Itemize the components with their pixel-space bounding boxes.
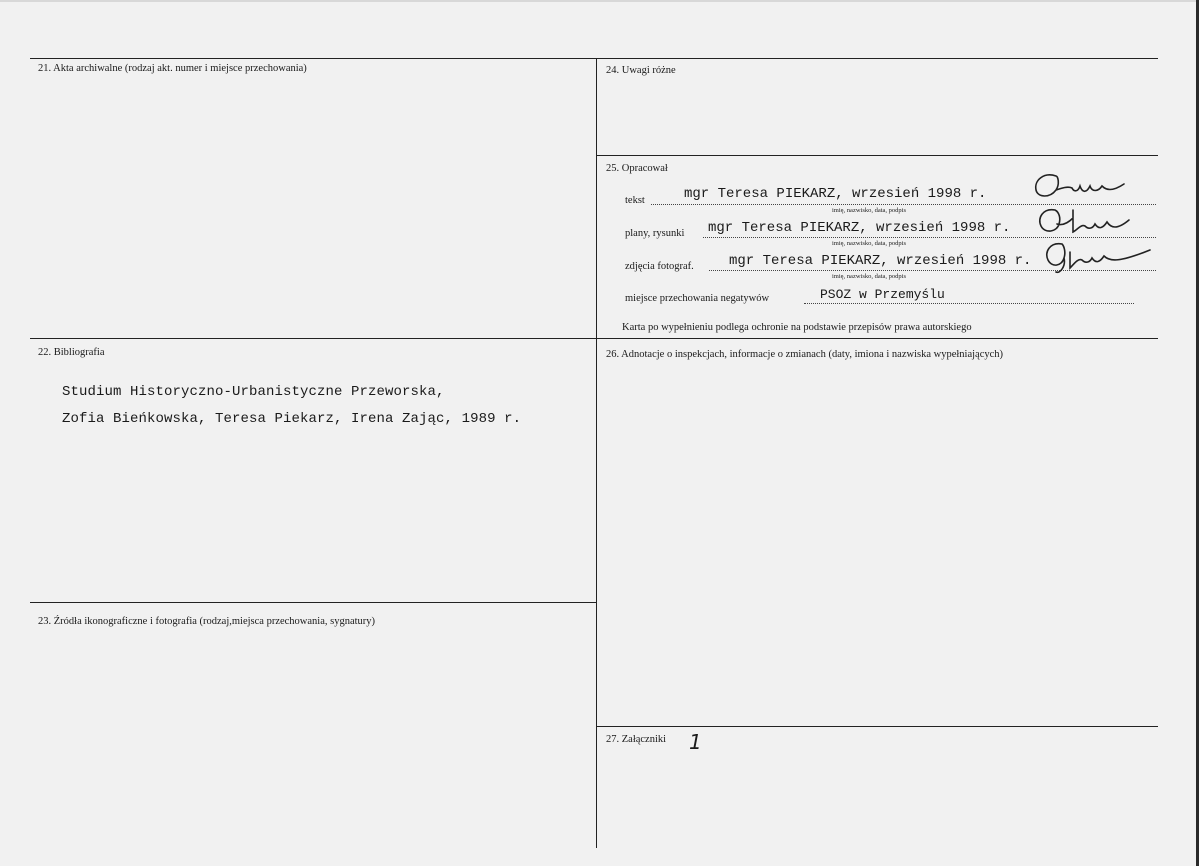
negatywy-label: miejsce przechowania negatywów [625, 293, 770, 304]
tekst-caption: imię, nazwisko, data, podpis [832, 207, 907, 214]
zdjecia-value: mgr Teresa PIEKARZ, wrzesień 1998 r. [729, 253, 1032, 269]
top-rule [30, 58, 1158, 59]
section-25-label: 25. Opracował [606, 163, 668, 174]
section-24-label: 24. Uwagi różne [606, 65, 676, 76]
rule-26-27 [597, 726, 1158, 727]
section-26-label: 26. Adnotacje o inspekcjach, informacje o zmianach (daty, imiona i nazwiska wypełniających) [606, 349, 1004, 360]
center-divider [596, 58, 597, 848]
middle-rule [30, 338, 1158, 339]
plany-value: mgr Teresa PIEKARZ, wrzesień 1998 r. [708, 220, 1011, 236]
rule-22-23 [30, 602, 596, 603]
plany-label: plany, rysunki [625, 228, 685, 239]
rule-24-25 [597, 155, 1158, 156]
bibliography-line-1: Studium Historyczno-Urbanistyczne Przeworska, [62, 384, 445, 400]
zdjecia-label: zdjęcia fotograf. [625, 261, 694, 272]
bibliography-line-2: Zofia Bieńkowska, Teresa Piekarz, Irena Zając, 1989 r. [62, 411, 522, 427]
attachments-count: 1 [689, 730, 702, 754]
negatywy-value: PSOZ w Przemyślu [820, 287, 945, 302]
plany-caption: imię, nazwisko, data, podpis [832, 240, 907, 247]
signature-tekst [1026, 168, 1130, 208]
tekst-label: tekst [625, 195, 645, 206]
section-27-label: 27. Załączniki [606, 734, 667, 745]
section-21-label: 21. Akta archiwalne (rodzaj akt. numer i miejsce przechowania) [38, 63, 307, 74]
copyright-note: Karta po wypełnieniu podlega ochronie na podstawie przepisów prawa autorskiego [622, 322, 972, 333]
tekst-value: mgr Teresa PIEKARZ, wrzesień 1998 r. [684, 186, 987, 202]
section-22-label: 22. Bibliografia [38, 347, 105, 358]
top-edge [0, 0, 1199, 2]
section-23-label: 23. Źródła ikonograficzne i fotografia (rodzaj,miejsca przechowania, sygnatury) [38, 616, 376, 627]
signature-zdjecia [1040, 238, 1154, 278]
zdjecia-caption: imię, nazwisko, data, podpis [832, 273, 907, 280]
negatywy-dotted-line [804, 303, 1134, 304]
